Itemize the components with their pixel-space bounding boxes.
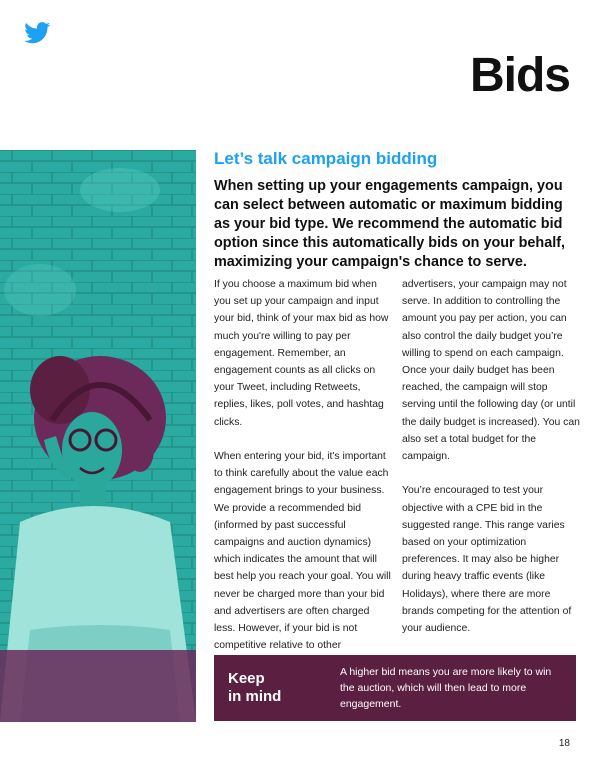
woman-with-headphones-illustration [0, 150, 196, 722]
callout-title-line: Keep [228, 670, 265, 687]
twitter-bird-icon [24, 22, 51, 44]
body-paragraph: advertisers, your campaign may not serve. In addition to controlling the amount you pay per action, you can also control the daily budget you’re willing to spend on each campaign. Once your daily budget has been reached, the campaign will stop serving until the following day (or until the daily budget is increased). You can also set a total budget for the campaign. [402, 279, 580, 463]
page-title: Bids [469, 49, 570, 102]
body-column-left [214, 276, 392, 672]
lead-paragraph: When setting up your engagements campaign, you can select between automatic or maximum bidding as your bid type. We recommend the automatic bid option since this automatically bids on your behalf, maximizing your campaign's chance to serve. [214, 178, 566, 270]
callout-title-line: in mind [228, 688, 282, 705]
callout-title [228, 670, 281, 706]
section-subheading: Let’s talk campaign bidding [214, 149, 438, 168]
body-paragraph: When entering your bid, it's important to think carefully about the value each engagement brings to your business. We provide a recommended bid (informed by past successful campaigns and auction dynamics) which indicates the amount that will best help you reach your goal. You will never be charged more than your bid and advertisers are often charged less. However, if your bid is not competitive relative to other [214, 451, 391, 652]
body-paragraph: You’re encouraged to test your objective with a CPE bid in the suggested range. This range varies based on your optimization preferences. It may also be higher during heavy traffic events (like Holidays), where there are more brands competing for the attention of your audience. [402, 485, 572, 635]
hero-photo [0, 150, 196, 722]
body-column-right [402, 276, 580, 654]
page-number: 18 [558, 738, 570, 749]
callout-text: A higher bid means you are more likely to win the auction, which will then lead to more engagement. [340, 666, 552, 710]
body-paragraph: If you choose a maximum bid when you set up your campaign and input your bid, think of your max bid as how much you're willing to pay per engagement. Remember, an engagement counts as all clicks on your Tweet, including Retweets, replies, likes, poll votes, and hashtag clicks. [214, 279, 389, 428]
keep-in-mind-callout [214, 655, 576, 721]
